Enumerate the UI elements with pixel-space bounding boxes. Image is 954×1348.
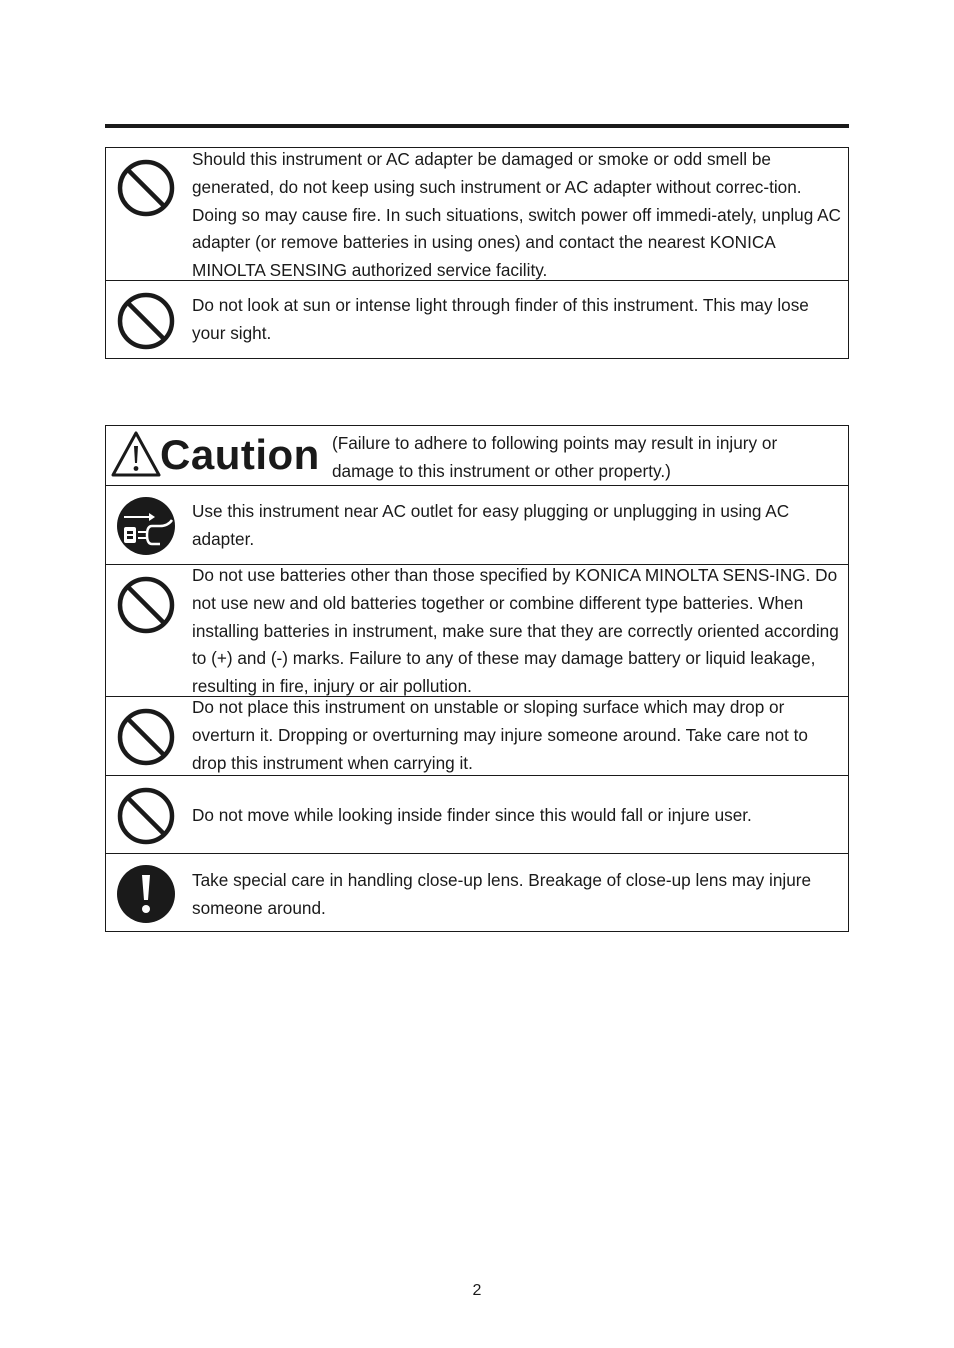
warning-text: Should this instrument or AC adapter be damaged or smoke or odd smell be generated, do not keep using such instrument or AC adapter without correc-tion. Doing so may cause fire. In such situations, switch power off immedi-ately, unplug AC adapter (or remove batteries in using ones) and contact the nearest KONICA MINOLTA SENSING authorized service facility.	[192, 149, 841, 281]
exclamation-icon	[116, 864, 176, 924]
warning-row	[106, 280, 848, 358]
caution-text: Do not place this instrument on unstable or sloping surface which may drop or overturn it. Dropping or overturning may injure someone around. Take care not to drop this instrument when carrying it.	[192, 697, 808, 773]
caution-box	[105, 425, 849, 932]
caution-text: Do not use batteries other than those specified by KONICA MINOLTA SENS-ING. Do not use new and old batteries together or combine different type batteries. When installing batteries in instrument, make sure that they are correctly oriented according to (+) and (-) marks. Failure to any of these may damage battery or liquid leakage, resulting in fire, injury or air pollution.	[192, 565, 839, 697]
caution-note: (Failure to adhere to following points may result in injury or damage to this instrument or other property.)	[332, 433, 778, 481]
caution-row	[106, 485, 848, 564]
unplug-icon	[116, 496, 176, 556]
prohibition-icon	[116, 786, 176, 846]
caution-text: Take special care in handling close-up lens. Breakage of close-up lens may injure someone around.	[192, 870, 812, 918]
prohibition-icon	[116, 158, 176, 218]
caution-heading: Caution	[160, 431, 320, 478]
prohibition-icon	[116, 707, 176, 767]
caution-triangle-icon	[110, 430, 162, 478]
caution-text: Do not move while looking inside finder since this would fall or injure user.	[192, 805, 752, 825]
warning-row	[106, 148, 848, 280]
caution-row	[106, 775, 848, 853]
prohibition-icon	[116, 575, 176, 635]
page-number: 2	[472, 1282, 482, 1299]
caution-row	[106, 853, 848, 931]
caution-header	[106, 426, 848, 485]
caution-text: Use this instrument near AC outlet for easy plugging or unplugging in using AC adapter.	[192, 501, 790, 549]
warning-text: Do not look at sun or intense light through finder of this instrument. This may lose your sight.	[192, 295, 809, 343]
caution-row	[106, 564, 848, 696]
warning-box	[105, 147, 849, 359]
prohibition-icon	[116, 291, 176, 351]
caution-row	[106, 696, 848, 775]
top-rule	[105, 124, 849, 128]
